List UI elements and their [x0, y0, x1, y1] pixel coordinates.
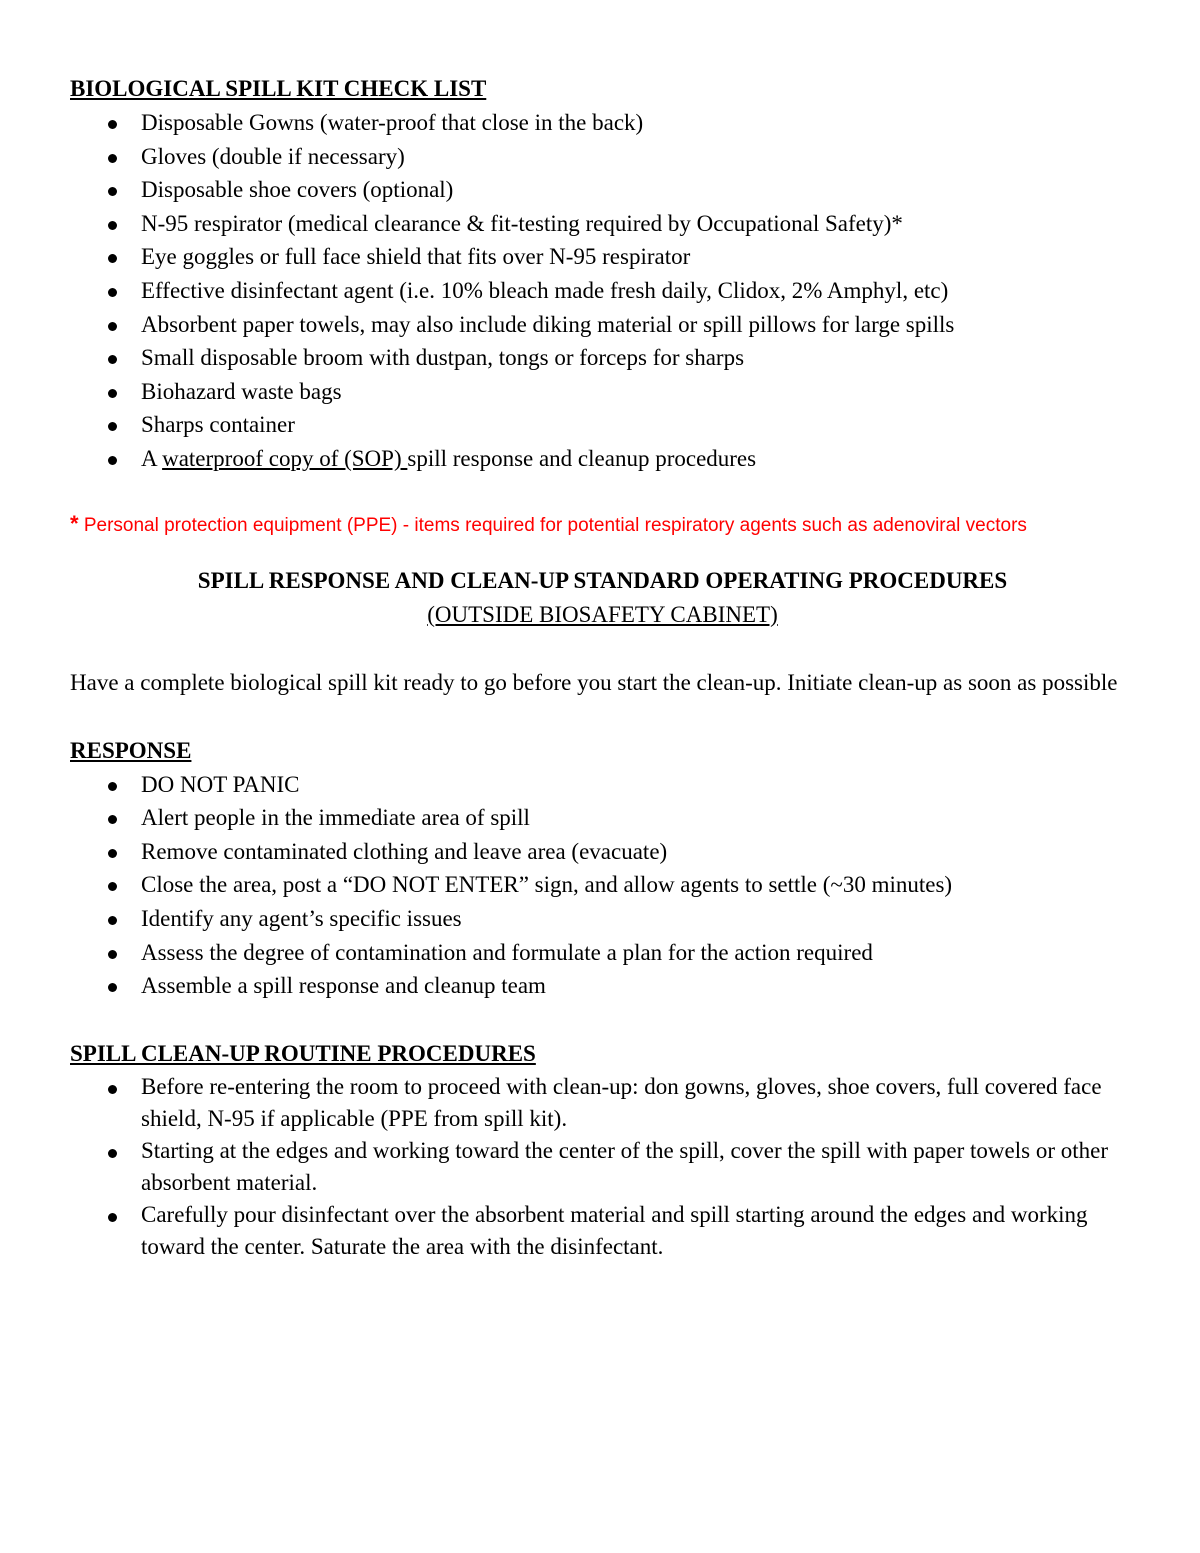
bullet-icon: [108, 456, 117, 465]
list-item: [70, 969, 1135, 1003]
checklist-list: [70, 106, 1135, 476]
list-item-text: Eye goggles or full face shield that fits over N-95 respirator: [141, 244, 691, 270]
list-item-text: Remove contaminated clothing and leave area (evacuate): [141, 838, 668, 864]
list-item: [70, 408, 1135, 442]
list-item: [70, 173, 1135, 207]
list-item-text: Biohazard waste bags: [141, 378, 342, 404]
list-item: [70, 442, 1135, 476]
cleanup-list: [70, 1071, 1135, 1263]
list-item: [70, 106, 1135, 140]
list-item: [70, 207, 1135, 241]
bullet-icon: [108, 422, 117, 431]
list-item: [70, 341, 1135, 375]
bullet-icon: [108, 1149, 117, 1158]
bullet-icon: [108, 355, 117, 364]
bullet-icon: [108, 983, 117, 992]
document-page: [70, 72, 1135, 1263]
list-item-text: Identify any agent’s specific issues: [141, 905, 462, 931]
list-item: [70, 1135, 1135, 1199]
list-item-text: Starting at the edges and working toward the center of the spill, cover the spill with paper towels or other absorbent material.: [141, 1137, 1109, 1195]
list-item-text: Assemble a spill response and cleanup team: [141, 973, 546, 999]
list-item-text: Before re-entering the room to proceed with clean-up: don gowns, gloves, shoe covers, full covered face shield, N-95 if applicable (PPE from spill kit).: [141, 1073, 1102, 1131]
bullet-icon: [108, 389, 117, 398]
list-item: [70, 768, 1135, 802]
bullet-icon: [108, 120, 117, 129]
list-item: [70, 274, 1135, 308]
list-item-text: DO NOT PANIC: [141, 771, 300, 797]
list-item: [70, 902, 1135, 936]
list-item-text: Carefully pour disinfectant over the absorbent material and spill starting around the edges and working toward the center. Saturate the area with the disinfectant.: [141, 1201, 1088, 1259]
list-item-text: Small disposable broom with dustpan, tongs or forceps for sharps: [141, 345, 745, 371]
cleanup-title: SPILL CLEAN-UP ROUTINE PROCEDURES: [70, 1040, 536, 1066]
sop-header: [70, 564, 1135, 632]
bullet-icon: [108, 1213, 117, 1222]
bullet-icon: [108, 187, 117, 196]
list-item: [70, 140, 1135, 174]
bullet-icon: [108, 288, 117, 297]
response-list: [70, 768, 1135, 1003]
checklist-title: BIOLOGICAL SPILL KIT CHECK LIST: [70, 76, 487, 101]
list-item-text: Assess the degree of contamination and formulate a plan for the action required: [141, 939, 873, 965]
list-item: [70, 375, 1135, 409]
sop-intro: Have a complete biological spill kit ready to go before you start the clean-up. Initiate clean-up as soon as possible: [70, 669, 1118, 695]
list-item: [70, 1071, 1135, 1135]
bullet-icon: [108, 221, 117, 230]
note-star: *: [70, 510, 79, 536]
list-item-text: Alert people in the immediate area of spill: [141, 805, 530, 831]
bullet-icon: [108, 1085, 117, 1094]
list-item-text: N-95 respirator (medical clearance & fit-testing required by Occupational Safety)*: [141, 210, 903, 236]
list-item-text: Gloves (double if necessary): [141, 143, 405, 169]
list-item: [70, 801, 1135, 835]
last-item-prefix: A: [141, 445, 163, 471]
list-item: [70, 240, 1135, 274]
response-title: RESPONSE: [70, 737, 192, 763]
list-item-text: Disposable shoe covers (optional): [141, 177, 454, 203]
list-item-text: Absorbent paper towels, may also include diking material or spill pillows for large spills: [141, 311, 955, 337]
list-item-text: Sharps container: [141, 412, 295, 438]
note-text: Personal protection equipment (PPE) - items required for potential respiratory agents such as adenoviral vectors: [78, 514, 1027, 536]
bullet-icon: [108, 254, 117, 263]
bullet-icon: [108, 916, 117, 925]
list-item: [70, 308, 1135, 342]
list-item: [70, 835, 1135, 869]
bullet-icon: [108, 782, 117, 791]
bullet-icon: [108, 882, 117, 891]
list-item-text: Disposable Gowns (water-proof that close in the back): [141, 110, 644, 135]
last-item-suffix: spill response and cleanup procedures: [407, 445, 757, 471]
list-item-text: Close the area, post a “DO NOT ENTER” sign, and allow agents to settle (~30 minutes): [141, 872, 953, 898]
ppe-note: [70, 510, 1135, 540]
bullet-icon: [108, 849, 117, 858]
bullet-icon: [108, 815, 117, 824]
sop-title: SPILL RESPONSE AND CLEAN-UP STANDARD OPERATING PROCEDURES: [197, 567, 1008, 593]
list-item-text: Effective disinfectant agent (i.e. 10% bleach made fresh daily, Clidox, 2% Amphyl, etc): [141, 277, 949, 303]
list-item: [70, 868, 1135, 902]
bullet-icon: [108, 322, 117, 331]
bullet-icon: [108, 950, 117, 959]
last-item-underlined: waterproof copy of (SOP): [162, 445, 408, 471]
list-item: [70, 936, 1135, 970]
list-item: [70, 1199, 1135, 1263]
sop-subtitle: (OUTSIDE BIOSAFETY CABINET): [427, 601, 778, 627]
bullet-icon: [108, 154, 117, 163]
